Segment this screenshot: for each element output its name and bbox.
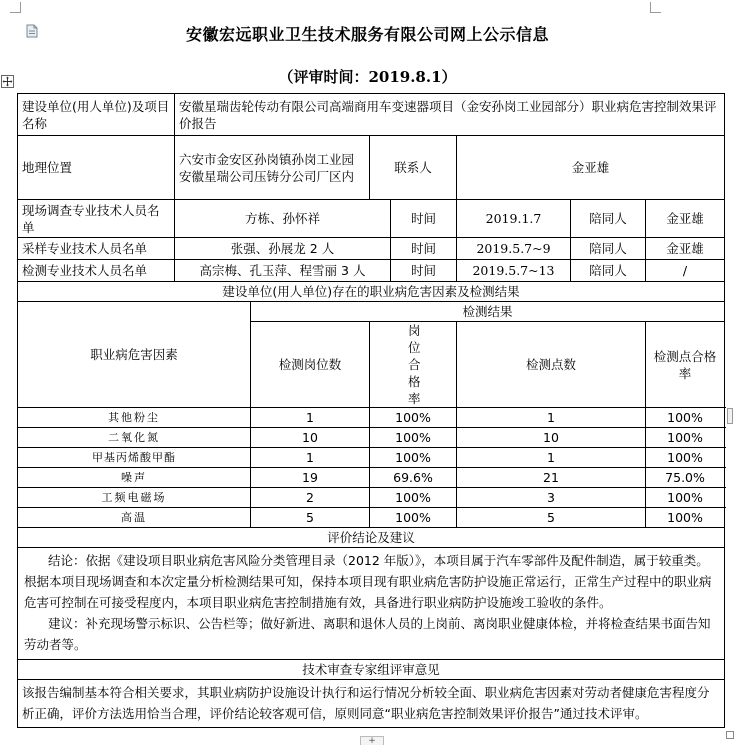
page-title: 安徽宏远职业卫生技术服务有限公司网上公示信息	[185, 25, 549, 44]
survey-staff-row	[18, 200, 725, 238]
survey-accompany-label: 陪同人	[571, 200, 646, 238]
survey-staff-label: 现场调查专业技术人员名单	[18, 200, 175, 238]
point-rate: 100%	[646, 488, 725, 508]
table-row	[18, 408, 725, 428]
table-row	[18, 428, 725, 448]
post-rate: 100%	[370, 408, 457, 428]
col-posts-header: 检测岗位数	[251, 322, 370, 408]
sampling-staff-names: 张强、孙展龙 2 人	[175, 238, 391, 260]
table-row	[18, 448, 725, 468]
posts-count: 1	[251, 448, 370, 468]
testing-time: 2019.5.7~13	[457, 260, 571, 282]
expert-section-header	[18, 660, 725, 680]
horizontal-scroll-button[interactable]: +	[360, 736, 384, 745]
suggestion-text: 建议：补充现场警示标识、公告栏等；做好新进、离职和退休人员的上岗前、离岗职业健康体检，并将检查结果书面告知劳动者等。	[24, 616, 711, 652]
points-count: 10	[457, 428, 646, 448]
expert-row	[18, 680, 725, 728]
point-rate: 100%	[646, 428, 725, 448]
contact-label: 联系人	[370, 136, 457, 200]
testing-staff-names: 高宗梅、孔玉萍、程雪丽 3 人	[175, 260, 391, 282]
point-rate: 75.0%	[646, 468, 725, 488]
survey-staff-names: 方栋、孙怀祥	[175, 200, 391, 238]
expert-cell	[18, 680, 725, 728]
review-time: （评审时间：2019.8.1）	[278, 68, 457, 86]
location-row	[18, 136, 725, 200]
post-rate: 100%	[370, 428, 457, 448]
table-row	[18, 508, 725, 528]
sampling-time-label: 时间	[391, 238, 457, 260]
posts-count: 19	[251, 468, 370, 488]
project-value: 安徽星瑞齿轮传动有限公司高端商用车变速器项目（金安孙岗工业园部分）职业病危害控制效果评价报告	[175, 94, 725, 136]
points-count: 1	[457, 448, 646, 468]
contact-value: 金亚雄	[457, 136, 725, 200]
factor-name: 其他粉尘	[18, 408, 251, 428]
page-corner-mark-right	[650, 2, 661, 13]
hazard-section-header	[18, 282, 725, 302]
factor-header: 职业病危害因素	[18, 302, 251, 408]
location-label: 地理位置	[18, 136, 175, 200]
factor-name: 高温	[18, 508, 251, 528]
conclusion-text: 结论：依据《建设项目职业病危害风险分类管理目录（2012 年版）》，本项目属于汽车零部件及配件制造，属于较重类。根据本项目现场调查和本次定量分析检测结果可知，保持本项目现有职业病危害防护设施正常运行，正常生产过程中的职业病危害可控制在可接受程度内，本项目职业病危害控制措施有效，具备进行职业病防护设施竣工验收的条件。	[24, 553, 712, 610]
disclosure-table	[17, 93, 725, 728]
resize-handle-icon[interactable]	[726, 731, 734, 739]
sampling-accompany-label: 陪同人	[571, 238, 646, 260]
points-count: 3	[457, 488, 646, 508]
survey-accompany: 金亚雄	[646, 200, 725, 238]
post-rate: 100%	[370, 488, 457, 508]
conclusion-section-title: 评价结论及建议	[18, 528, 725, 548]
testing-time-label: 时间	[391, 260, 457, 282]
points-count: 5	[457, 508, 646, 528]
expert-opinion-text: 该报告编制基本符合相关要求，其职业病防护设施设计执行和运行情况分析较全面、职业病危害因素对劳动者健康危害程度分析正确，评价方法选用恰当合理，评价结论较客观可信，原则同意“职业病危害控制效果评价报告”通过技术评审。	[22, 685, 710, 721]
results-header: 检测结果	[251, 302, 725, 322]
location-value: 六安市金安区孙岗镇孙岗工业园安徽星瑞公司压铸分公司厂区内	[175, 136, 370, 200]
hazard-section-title: 建设单位(用人单位)存在的职业病危害因素及检测结果	[18, 282, 725, 302]
points-count: 1	[457, 408, 646, 428]
testing-staff-label: 检测专业技术人员名单	[18, 260, 175, 282]
survey-time: 2019.1.7	[457, 200, 571, 238]
sampling-staff-row	[18, 238, 725, 260]
testing-accompany-label: 陪同人	[571, 260, 646, 282]
point-rate: 100%	[646, 508, 725, 528]
table-row	[18, 488, 725, 508]
factor-name: 二氧化氮	[18, 428, 251, 448]
hazard-header-row	[18, 302, 725, 322]
conclusion-section-header	[18, 528, 725, 548]
conclusion-row	[18, 548, 725, 660]
col-point-rate-header: 检测点合格率	[646, 322, 725, 408]
points-count: 21	[457, 468, 646, 488]
posts-count: 2	[251, 488, 370, 508]
project-label: 建设单位(用人单位)及项目名称	[18, 94, 175, 136]
factor-name: 工频电磁场	[18, 488, 251, 508]
conclusion-cell	[18, 548, 725, 660]
testing-accompany: /	[646, 260, 725, 282]
post-rate: 100%	[370, 508, 457, 528]
sampling-staff-label: 采样专业技术人员名单	[18, 238, 175, 260]
expert-section-title: 技术审查专家组评审意见	[18, 660, 725, 680]
posts-count: 1	[251, 408, 370, 428]
project-row	[18, 94, 725, 136]
scroll-marker[interactable]	[727, 408, 733, 424]
post-rate: 69.6%	[370, 468, 457, 488]
posts-count: 10	[251, 428, 370, 448]
factor-name: 甲基丙烯酸甲酯	[18, 448, 251, 468]
page-corner-mark-left	[10, 2, 21, 13]
testing-staff-row	[18, 260, 725, 282]
factor-name: 噪声	[18, 468, 251, 488]
col-post-rate-header: 岗位合格率	[370, 322, 457, 408]
sampling-accompany: 金亚雄	[646, 238, 725, 260]
point-rate: 100%	[646, 408, 725, 428]
posts-count: 5	[251, 508, 370, 528]
col-points-header: 检测点数	[457, 322, 646, 408]
post-rate: 100%	[370, 448, 457, 468]
survey-time-label: 时间	[391, 200, 457, 238]
table-row	[18, 468, 725, 488]
sampling-time: 2019.5.7~9	[457, 238, 571, 260]
point-rate: 100%	[646, 448, 725, 468]
